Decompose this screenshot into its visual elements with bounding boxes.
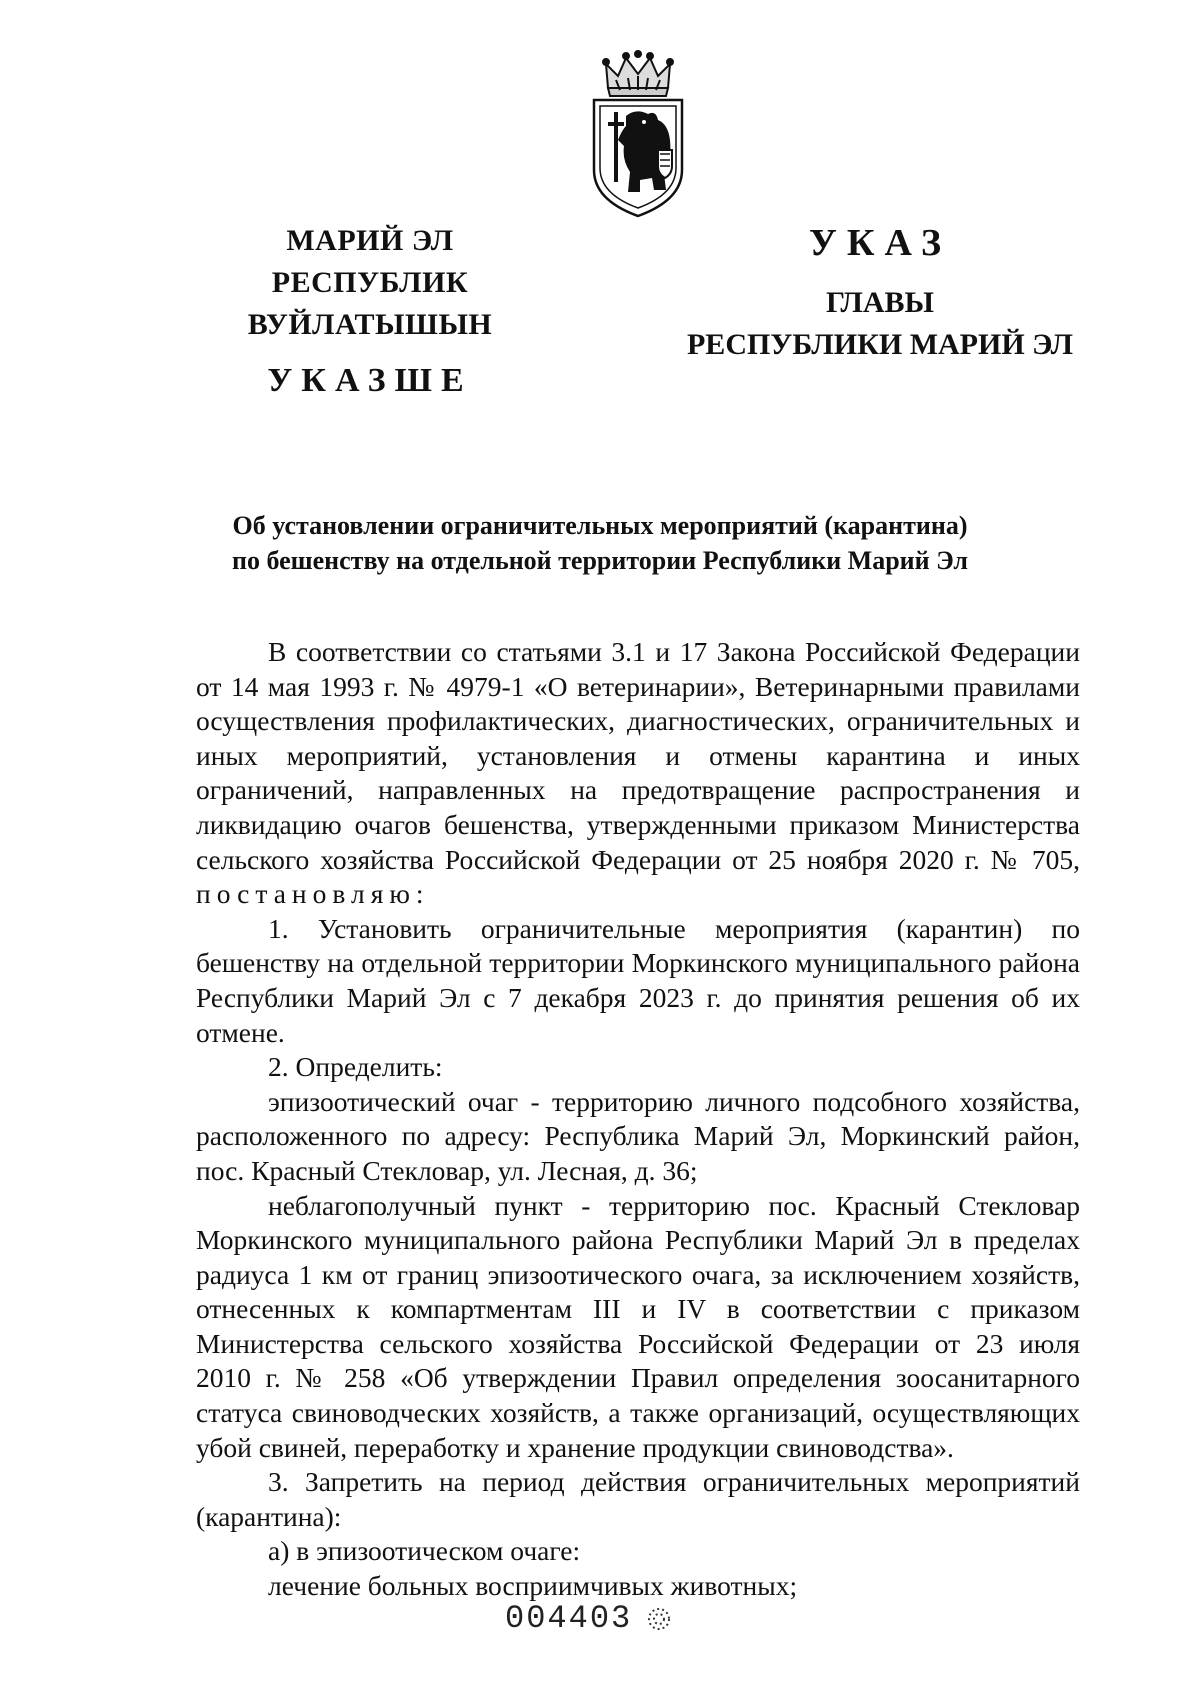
title-line1: Об установлении ограничительных мероприятий (карантина) xyxy=(232,511,968,540)
document-body xyxy=(196,635,1080,1604)
item-3-paragraph: 3. Запретить на период действия ограничительных мероприятий (карантина): xyxy=(196,1466,1080,1532)
item-2-focus-paragraph: эпизоотический очаг - территорию личного подсобного хозяйства, расположенного по адресу: Республика Марий Эл, Моркинский район, пос. Красный Стекловар, ул. Лесная, д. 36; xyxy=(196,1085,1080,1186)
document-title xyxy=(150,508,1050,578)
item-2-paragraph: 2. Определить: xyxy=(268,1051,443,1083)
header-right-line1: ГЛАВЫ xyxy=(825,286,935,319)
header-left-block xyxy=(190,220,550,402)
stamp-mark-icon xyxy=(646,1606,672,1632)
header-right-decree: УКАЗ xyxy=(809,222,951,264)
item-3a-1-paragraph: лечение больных восприимчивых животных; xyxy=(268,1570,798,1602)
header-right-line2: РЕСПУБЛИКИ МАРИЙ ЭЛ xyxy=(686,328,1073,361)
serial-number: 004403 xyxy=(505,1600,633,1637)
preamble-paragraph xyxy=(196,635,1080,912)
item-3a-paragraph: а) в эпизоотическом очаге: xyxy=(268,1535,581,1567)
header-left-line1: МАРИЙ ЭЛ РЕСПУБЛИК xyxy=(271,224,469,299)
coat-of-arms-icon xyxy=(586,50,690,220)
preamble-text: В соответствии со статьями 3.1 и 17 Закона Российской Федерации от 14 мая 1993 г. № 4979-1 «О ветеринарии», Ветеринарными правилами осуществления профилактических, диагностических, ограничительных и иных мероприятий, установления и отмены карантина и иных ограничений, направленных на предотвращение распространения и ликвидацию очагов бешенства, утвержденными приказом Министерства сельского хозяйства Российской Федерации от 25 ноября 2020 г. № 705, xyxy=(196,636,1080,875)
title-line2: по бешенству на отдельной территории Республики Марий Эл xyxy=(231,546,969,575)
item-2-area-paragraph: неблагополучный пункт - территорию пос. Красный Стекловар Моркинского муниципального района Республики Марий Эл в пределах радиуса 1 км от границ эпизоотического очага, за исключением хозяйств, отнесенных к компартментам III и IV в соответствии с приказом Министерства сельского хозяйства Российской Федерации от 23 июля 2010 г. № 258 «Об утверждении Правил определения зоосанитарного статуса свиноводческих хозяйств, а также организаций, осуществляющих убой свиней, переработку и хранение продукции свиноводства». xyxy=(196,1189,1080,1463)
item-1-paragraph: 1. Установить ограничительные мероприятия (карантин) по бешенству на отдельной территории Моркинского муниципального района Республики Марий Эл с 7 декабря 2023 г. до принятия решения об их отмене. xyxy=(196,912,1080,1048)
header-left-decree: УКАЗШЕ xyxy=(267,362,473,399)
header-left-line2: ВУЙЛАТЫШЫН xyxy=(247,308,493,341)
decree-word: постановляю: xyxy=(196,878,430,910)
header-right-block xyxy=(680,222,1080,366)
